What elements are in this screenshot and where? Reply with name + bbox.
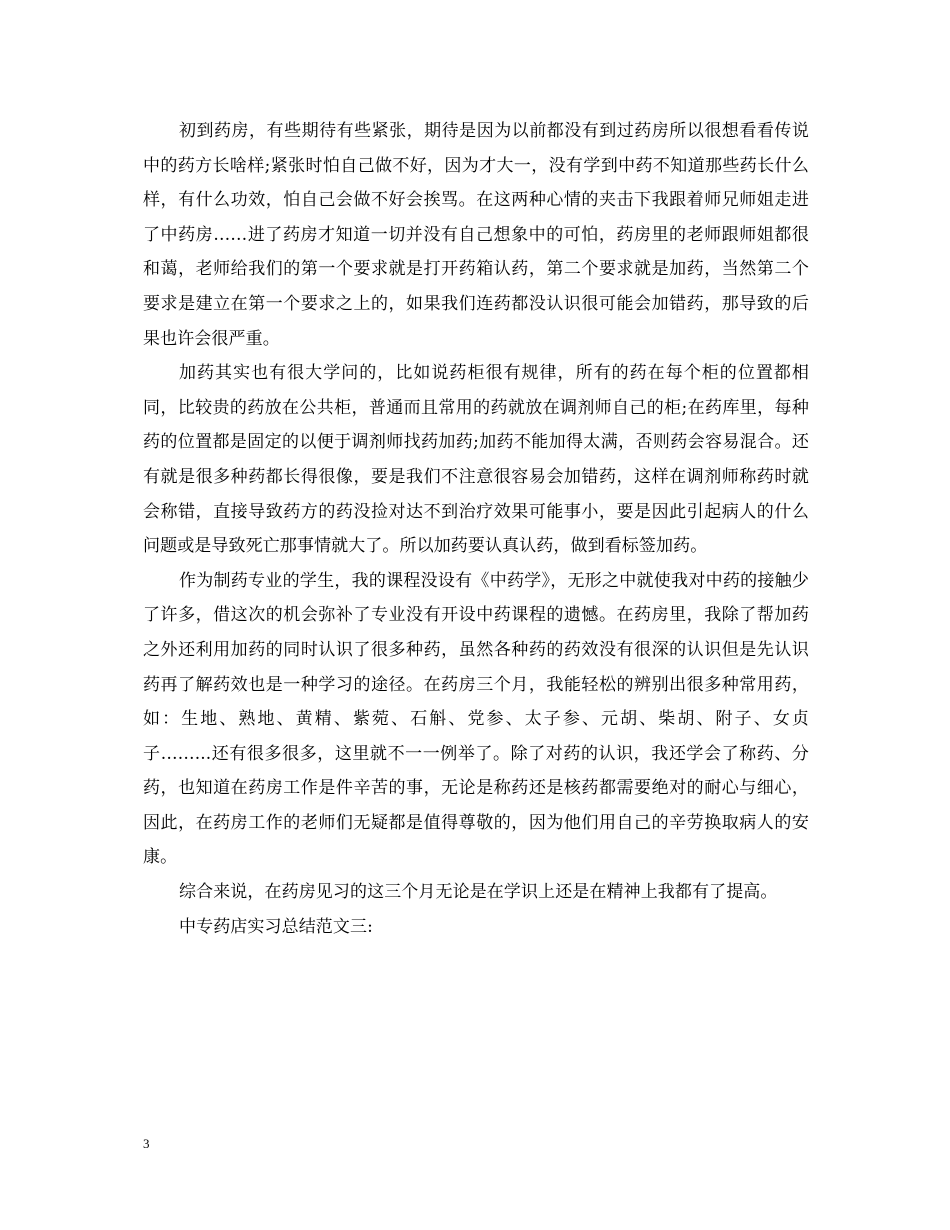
paragraph-4: 综合来说，在药房见习的这三个月无论是在学识上还是在精神上我都有了提高。 bbox=[179, 882, 778, 903]
paragraph-2: 加药其实也有很大学问的，比如说药柜很有规律，所有的药在每个柜的位置都相同，比较贵的药放在公共柜，普通而且常用的药就放在调剂师自己的柜;在药库里，每种药的位置都是固定的以便于调剂师找药加药;加药不能加得太满，否则药会容易混合。还有就是很多种药都长得很像，要是我们不注意很容易会加错药，这样在调剂师称药时就会称错，直接导致药方的药没捡对达不到治疗效果可能事小，要是因此引起病人的什么问题或是导致死亡那事情就大了。所以加药要认真认药，做到看标签加药。 bbox=[143, 363, 809, 557]
paragraph-1: 初到药房，有些期待有些紧张，期待是因为以前都没有到过药房所以很想看看传说中的药方长啥样;紧张时怕自己做不好，因为才大一，没有学到中药不知道那些药长什么样，有什么功效，怕自己会做不好会挨骂。在这两种心情的夹击下我跟着师兄师姐走进了中药房……进了药房才知道一切并没有自己想象中的可怕，药房里的老师跟师姐都很和蔼，老师给我们的第一个要求就是打开药箱认药，第二个要求就是加药，当然第二个要求是建立在第一个要求之上的，如果我们连药都没认识很可能会加错药，那导致的后果也许会很严重。 bbox=[143, 121, 809, 349]
page-number: 3 bbox=[143, 1136, 150, 1151]
paragraph-5-heading: 中专药店实习总结范文三: bbox=[179, 916, 373, 937]
document-body bbox=[143, 114, 809, 944]
paragraph-3: 作为制药专业的学生，我的课程没设有《中药学》，无形之中就使我对中药的接触少了许多，借这次的机会弥补了专业没有开设中药课程的遗憾。在药房里，我除了帮加药之外还利用加药的同时认识了很多种药，虽然各种药的药效没有很深的认识但是先认识药再了解药效也是一种学习的途径。在药房三个月，我能轻松的辨别出很多种常用药，如：生地、熟地、黄精、紫菀、石斛、党参、太子参、元胡、柴胡、附子、女贞子……...还有很多很多，这里就不一一例举了。除了对药的认识，我还学会了称药、分药，也知道在药房工作是件辛苦的事，无论是称药还是核药都需要绝对的耐心与细心，因此，在药房工作的老师们无疑都是值得尊敬的，因为他们用自己的辛劳换取病人的安康。 bbox=[143, 570, 809, 868]
